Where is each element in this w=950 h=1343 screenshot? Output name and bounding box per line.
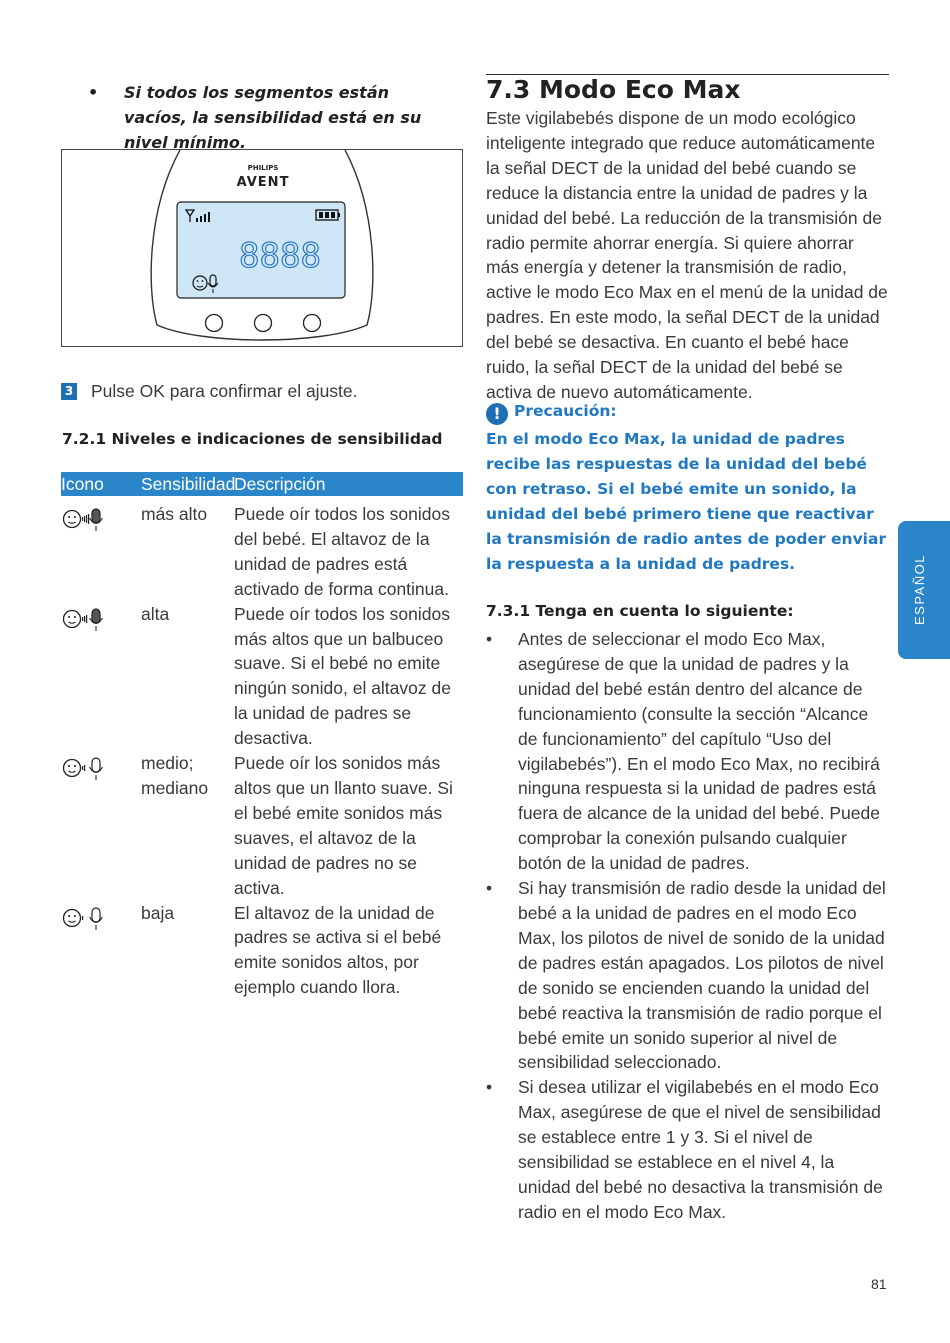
- left-button-icon: [206, 315, 223, 332]
- sensitivity-description: Puede oír todos los sonidos más altos que un balbuceo suave. Si el bebé no emite ningún sonido, el altavoz de la unidad de padres se desactiva.: [234, 603, 451, 749]
- sensitivity-level: medio; mediano: [141, 753, 209, 798]
- notes-list: [486, 627, 891, 1225]
- ok-button-icon: [255, 315, 272, 332]
- sensitivity-description: El altavoz de la unidad de padres se activa si el bebé emite sonidos altos, por ejemplo cuando llora.: [234, 902, 442, 998]
- sensitivity-level-1-icon: [61, 905, 109, 938]
- language-tab-label: ESPAÑOL: [912, 554, 927, 625]
- page-number: 81: [871, 1276, 887, 1292]
- note-text: Antes de seleccionar el modo Eco Max, asegúrese de que la unidad de padres y la unidad del bebé están dentro del alcance de funcionamiento (consulte la sección “Alcance de funcionamiento” del capítulo “Uso del vigilabebés”). En el modo Eco Max, no recibirá ninguna respuesta si la unidad de padres está fuera de alcance de la unidad del bebé. Puede comprobar la conexión pulsando cualquier botón de la unidad de padres.: [518, 629, 880, 874]
- segment-display: 8888: [239, 236, 321, 276]
- sensitivity-level-4-icon: [61, 506, 109, 539]
- sensitivity-level-2-icon: [61, 755, 109, 788]
- bullet-marker: •: [486, 878, 493, 899]
- section-721-heading: 7.2.1 Niveles e indicaciones de sensibilidad: [62, 430, 443, 448]
- sensitivity-description: Puede oír todos los sonidos del bebé. El altavoz de la unidad de padres está activado de forma continua.: [234, 504, 450, 599]
- eco-max-paragraph: Este vigilabebés dispone de un modo ecológico inteligente integrado que reduce automáticamente la señal DECT de la unidad del bebé cuando se reduce la distancia entre la unidad de padres y la unidad del bebé. La reducción de la transmisión de radio permite ahorrar energía. Si quiere ahorrar más energía y detener la transmisión de radio, active le modo Eco Max en el menú de la unidad de padres. En este modo, la señal DECT de la unidad del bebé se desactiva. En cuanto el bebé hace ruido, la señal DECT de la unidad del bebé se activa de nuevo automáticamente.: [486, 108, 888, 402]
- parent-unit-drawing: [62, 150, 463, 347]
- right-button-icon: [304, 315, 321, 332]
- sensitivity-table: [61, 472, 463, 1000]
- intro-bullet: [88, 80, 448, 155]
- header-description: Descripción: [234, 474, 326, 494]
- step-number-badge: 3: [61, 383, 77, 400]
- note-item: [486, 876, 891, 1075]
- bullet-marker: •: [486, 629, 493, 649]
- caution-heading: [486, 402, 617, 425]
- caution-body: En el modo Eco Max, la unidad de padres recibe las respuestas de la unidad del bebé con retraso. Si el bebé emite un sonido, la unidad del bebé primero tiene que reactivar la transmisión de radio antes de poder enviar la respuesta a la unidad de padres.: [486, 430, 887, 573]
- table-row: [61, 901, 463, 1001]
- note-text: Si hay transmisión de radio desde la unidad del bebé a la unidad de padres en el modo Eco Max, los pilotos de nivel de sonido de la unidad de padres están apagados. Los pilotos de nivel de sonido se encienden cuando la unidad del bebé reactiva la transmisión de radio porque el bebé emite un sonido superior al nivel de sensibilidad seleccionado.: [518, 878, 886, 1073]
- section-73-heading: 7.3 Modo Eco Max: [486, 75, 741, 104]
- step-3-text: Pulse OK para confirmar el ajuste.: [91, 381, 358, 401]
- header-sensitivity: Sensibilidad: [141, 474, 236, 494]
- header-icon: Icono: [61, 474, 104, 494]
- table-row: [61, 502, 463, 602]
- sensitivity-level: más alto: [141, 504, 208, 524]
- table-row: [61, 751, 463, 900]
- sensitivity-description: Puede oír los sonidos más altos que un llanto suave. Si el bebé emite sonidos más suaves, el altavoz de la unidad de padres no se activa.: [234, 753, 453, 898]
- caution-exclamation-icon: !: [486, 403, 508, 425]
- sensitivity-level-3-icon: [61, 606, 109, 639]
- note-item: [486, 627, 891, 876]
- table-header: [61, 472, 463, 496]
- sensitivity-level: baja: [141, 902, 175, 923]
- note-text: Si desea utilizar el vigilabebés en el modo Eco Max, asegúrese de que el nivel de sensibilidad se establece entre 1 y 3. Si el nivel de sensibilidad se establece en el nivel 4, la unidad del bebé no desactiva la transmisión de radio en el modo Eco Max.: [518, 1077, 883, 1222]
- sensitivity-level: alta: [141, 603, 170, 624]
- device-illustration: [61, 149, 463, 347]
- bullet-marker: •: [486, 1077, 493, 1098]
- language-tab[interactable]: [898, 521, 950, 659]
- brand-avent: AVENT: [236, 175, 290, 190]
- bullet-marker: •: [88, 83, 99, 102]
- table-row: [61, 602, 463, 751]
- section-731-heading: 7.3.1 Tenga en cuenta lo siguiente:: [486, 602, 794, 620]
- note-item: [486, 1075, 891, 1224]
- step-3: [61, 379, 461, 404]
- brand-philips: PHILIPS: [247, 164, 279, 172]
- caution-title: Precaución:: [514, 402, 617, 420]
- intro-bullet-text: Si todos los segmentos están vacíos, la sensibilidad está en su nivel mínimo.: [124, 83, 422, 152]
